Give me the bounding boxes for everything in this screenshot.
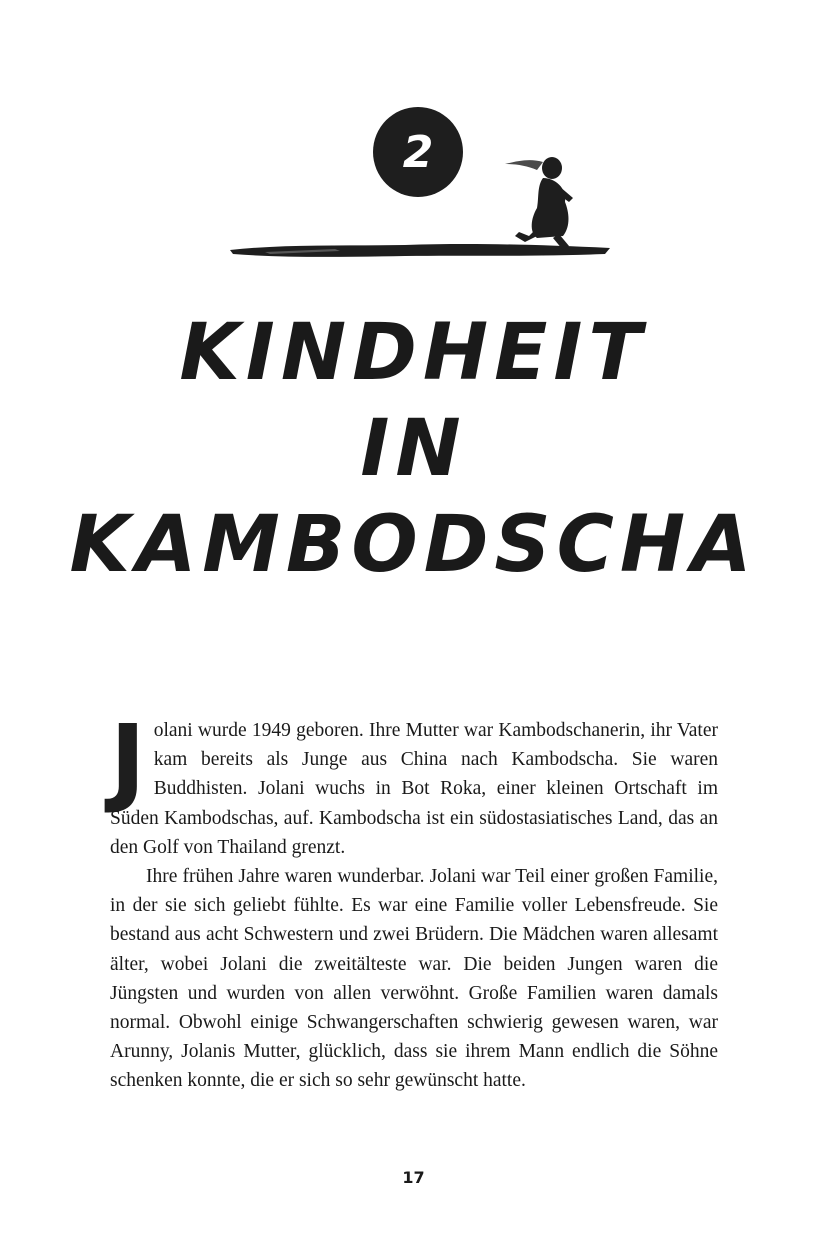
girl-silhouette bbox=[505, 157, 573, 250]
paragraph-1 bbox=[110, 704, 718, 862]
chapter-number: 2 bbox=[402, 126, 434, 178]
chapter-title-line-1: KINDHEIT bbox=[179, 308, 648, 398]
page-number: 17 bbox=[402, 1168, 425, 1187]
running-girl-illustration bbox=[225, 140, 615, 270]
paragraph-2: Ihre frühen Jahre waren wunderbar. Jolani war Teil einer großen Familie, in der sie sich geliebt fühlte. Es war eine Familie voller Lebensfreude. Sie bestand aus acht Schwestern und zwei Brüdern. Die Mädchen waren allesamt älter, wobei Jolani die zweitälteste war. Die beiden Jungen waren die Jüngsten und wurden von allen verwöhnt. Große Familien waren damals normal. Obwohl einige Schwangerschaften schwierig gewesen waren, war Arunny, Jolanis Mutter, glücklich, dass sie ihrem Mann endlich die Söhne schenken konnte, die er sich so sehr gewünscht hatte. bbox=[110, 866, 718, 1092]
drop-cap: J bbox=[110, 704, 146, 816]
chapter-title-line-3: KAMBODSCHA bbox=[69, 500, 758, 590]
brush-stroke-ground bbox=[230, 244, 610, 257]
chapter-title-line-2: IN bbox=[360, 404, 467, 494]
paragraph-1-text: olani wurde 1949 geboren. Ihre Mutter war Kambodschanerin, ihr Vater kam bereits als Junge aus China nach Kambodscha. Sie waren Buddhisten. Jolani wuchs in Bot Roka, einer kleinen Ortschaft im Süden Kambodschas, auf. Kambodscha ist ein südostasiatisches Land, das an den Golf von Thailand grenzt. bbox=[110, 720, 718, 858]
body-text bbox=[110, 704, 718, 1096]
chapter-title bbox=[0, 305, 827, 593]
